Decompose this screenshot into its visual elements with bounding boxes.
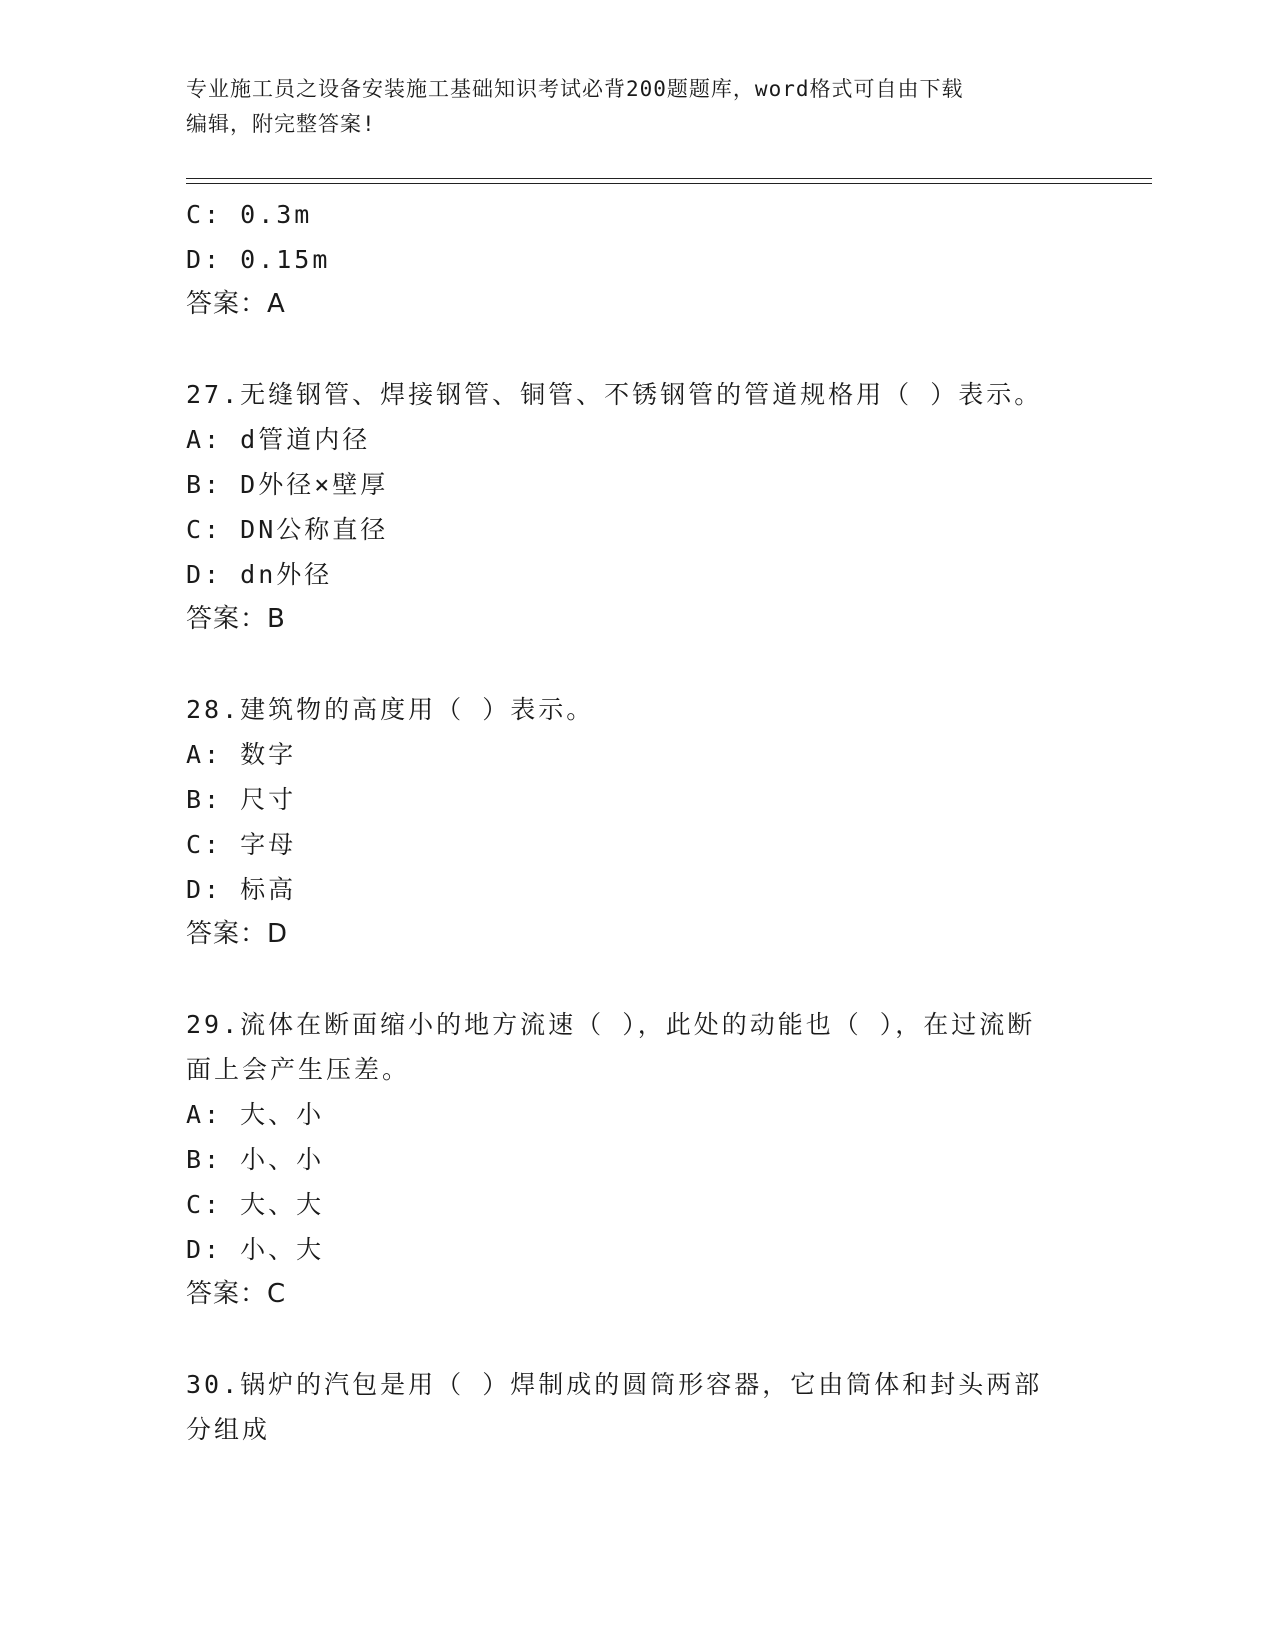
answer-label: 答案：C xyxy=(186,1279,287,1309)
question-stem: 28.建筑物的高度用（ ）表示。 xyxy=(186,695,595,724)
option-b: B: D外径×壁厚 xyxy=(186,470,389,499)
answer-label: 答案：A xyxy=(186,289,286,319)
option-d: D: 0.15m xyxy=(186,245,331,274)
option-c: C: 大、大 xyxy=(186,1190,325,1219)
answer-label: 答案：B xyxy=(186,604,286,634)
option-c: C: 0.3m xyxy=(186,200,313,229)
option-c: C: 字母 xyxy=(186,830,297,859)
answer-label: 答案：D xyxy=(186,919,289,949)
spacer xyxy=(186,327,1086,372)
document-header xyxy=(186,72,1086,142)
header-title-line-1: 专业施工员之设备安装施工基础知识考试必背200题题库，word格式可自由下载 xyxy=(186,77,964,101)
question-26-continued xyxy=(186,192,1086,327)
option-a: A: 大、小 xyxy=(186,1100,325,1129)
question-stem-line-1: 29.流体在断面缩小的地方流速（ ），此处的动能也（ ），在过流断 xyxy=(186,1010,1036,1039)
option-c: C: DN公称直径 xyxy=(186,515,389,544)
question-27 xyxy=(186,372,1086,642)
question-stem-line-2: 分组成 xyxy=(186,1415,271,1444)
option-d: D: 小、大 xyxy=(186,1235,325,1264)
option-a: A: 数字 xyxy=(186,740,297,769)
option-d: D: dn外径 xyxy=(186,560,333,589)
option-b: B: 尺寸 xyxy=(186,785,297,814)
header-divider-bottom xyxy=(186,183,1152,184)
question-30 xyxy=(186,1362,1086,1452)
question-stem-line-1: 30.锅炉的汽包是用（ ）焊制成的圆筒形容器，它由筒体和封头两部 xyxy=(186,1370,1043,1399)
question-28 xyxy=(186,687,1086,957)
header-title-line-2: 编辑，附完整答案! xyxy=(186,112,376,136)
question-stem-line-2: 面上会产生压差。 xyxy=(186,1055,411,1084)
spacer xyxy=(186,642,1086,687)
question-list xyxy=(186,192,1086,1452)
question-29 xyxy=(186,1002,1086,1317)
option-b: B: 小、小 xyxy=(186,1145,325,1174)
spacer xyxy=(186,957,1086,1002)
option-d: D: 标高 xyxy=(186,875,297,904)
header-divider-top xyxy=(186,178,1152,179)
spacer xyxy=(186,1317,1086,1362)
question-stem: 27.无缝钢管、焊接钢管、铜管、不锈钢管的管道规格用（ ）表示。 xyxy=(186,380,1043,409)
option-a: A: d管道内径 xyxy=(186,425,371,454)
